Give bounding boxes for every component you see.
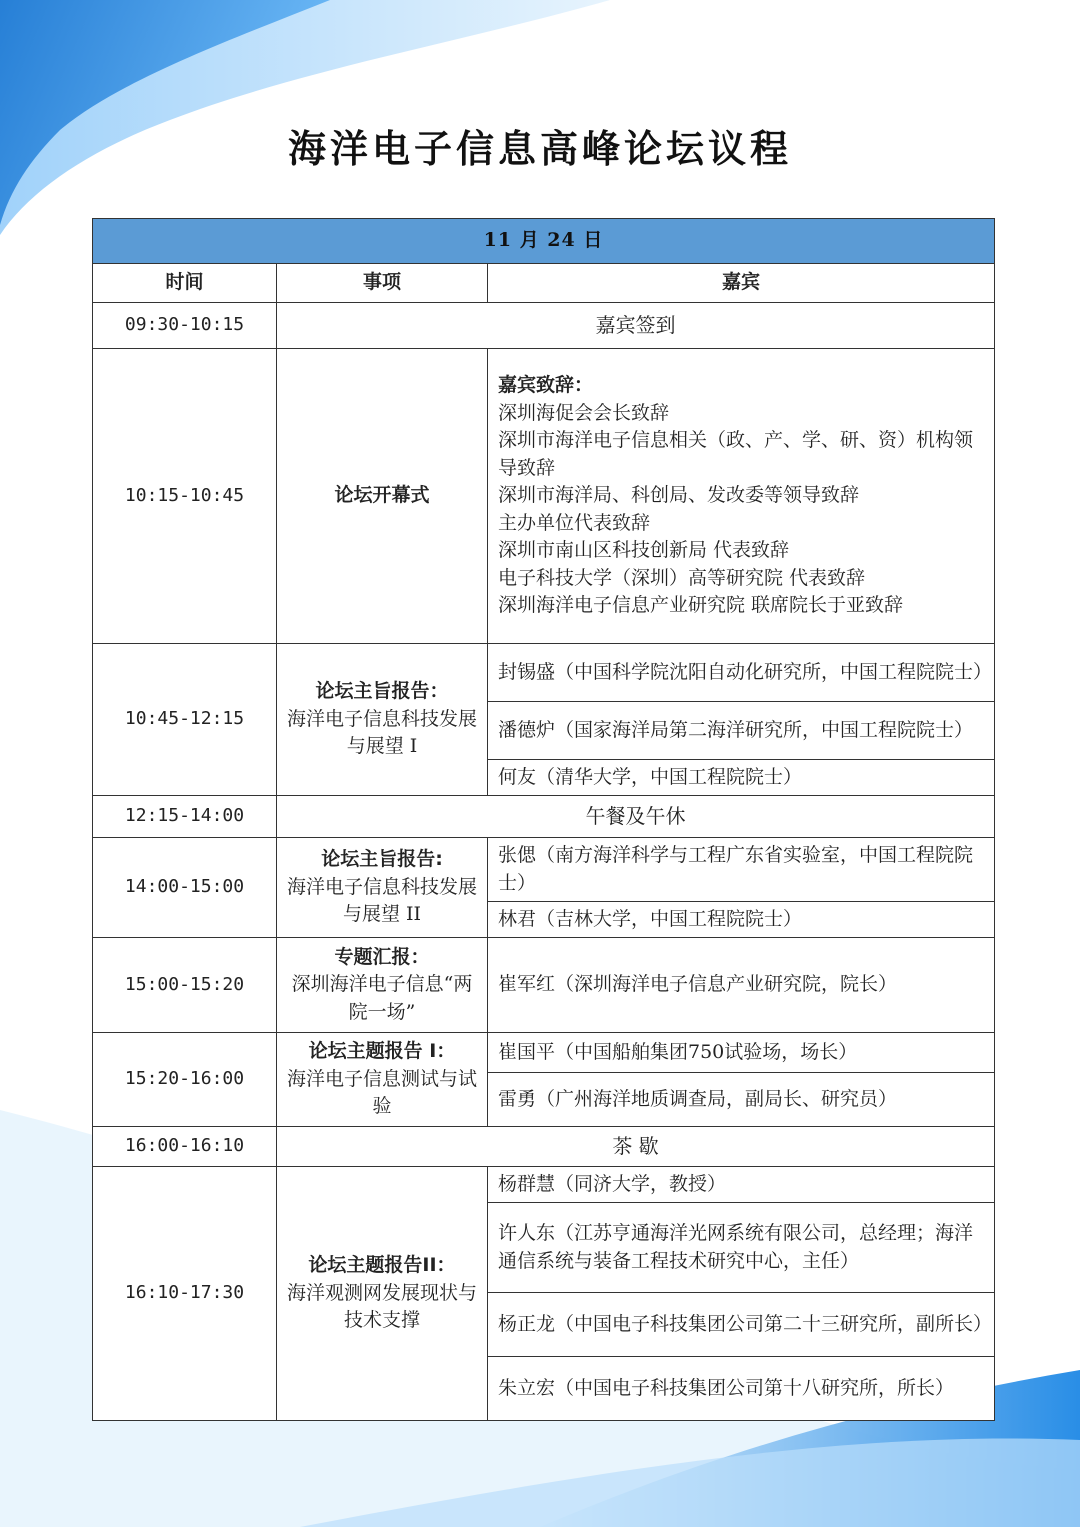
item-title: 论坛主题报告 I： xyxy=(308,1040,456,1063)
guest-cell: 张偲（南方海洋科学与工程广东省实验室，中国工程院院士） xyxy=(488,838,995,902)
column-header-item: 事项 xyxy=(277,264,488,303)
guest-cell: 崔军红（深圳海洋电子信息产业研究院，院长） xyxy=(488,938,995,1033)
item-cell xyxy=(277,838,488,938)
column-header-time: 时间 xyxy=(93,264,277,303)
guest-line: 深圳海洋电子信息产业研究院 联席院长于亚致辞 xyxy=(498,594,904,617)
item-title: 论坛主题报告II： xyxy=(308,1254,456,1277)
guest-line: 主办单位代表致辞 xyxy=(498,511,651,534)
item-cell xyxy=(277,644,488,796)
guest-lead: 嘉宾致辞： xyxy=(498,374,594,397)
guest-line: 深圳市南山区科技创新局 代表致辞 xyxy=(498,539,790,562)
time-cell: 10:15-10:45 xyxy=(93,349,277,644)
guest-line: 深圳海促会会长致辞 xyxy=(498,401,670,424)
table-row xyxy=(93,838,995,902)
item-title: 专题汇报： xyxy=(334,945,430,968)
item-subtitle: 海洋电子信息测试与试验 xyxy=(287,1067,478,1118)
guest-cell: 潘德炉（国家海洋局第二海洋研究所，中国工程院院士） xyxy=(488,702,995,760)
event-cell: 茶 歇 xyxy=(277,1127,995,1167)
item-subtitle: 海洋电子信息科技发展与展望 II xyxy=(287,875,478,926)
item-subtitle: 海洋观测网发展现状与技术支撑 xyxy=(287,1281,478,1332)
guest-cell: 杨正龙（中国电子科技集团公司第二十三研究所，副所长） xyxy=(488,1293,995,1357)
time-cell: 16:00-16:10 xyxy=(93,1127,277,1167)
time-cell: 15:00-15:20 xyxy=(93,938,277,1033)
guest-cell: 何友（清华大学，中国工程院院士） xyxy=(488,760,995,796)
column-header-guest: 嘉宾 xyxy=(488,264,995,303)
guest-cell: 许人东（江苏亨通海洋光网系统有限公司，总经理；海洋通信系统与装备工程技术研究中心，主任） xyxy=(488,1203,995,1293)
date-row xyxy=(93,219,995,264)
guest-cell: 雷勇（广州海洋地质调查局，副局长、研究员） xyxy=(488,1073,995,1127)
date-header: 11 月 24 日 xyxy=(93,219,995,264)
item-title: 论坛主旨报告： xyxy=(315,680,449,703)
guest-cell: 朱立宏（中国电子科技集团公司第十八研究所，所长） xyxy=(488,1357,995,1421)
guest-line: 电子科技大学（深圳）高等研究院 代表致辞 xyxy=(498,566,866,589)
time-cell: 09:30-10:15 xyxy=(93,303,277,349)
item-subtitle: 深圳海洋电子信息“两院一场” xyxy=(291,973,473,1023)
column-header-row xyxy=(93,264,995,303)
page-title: 海洋电子信息高峰论坛议程 xyxy=(287,127,792,171)
guest-cell: 林君（吉林大学，中国工程院院士） xyxy=(488,902,995,938)
time-cell: 12:15-14:00 xyxy=(93,796,277,838)
item-cell xyxy=(277,938,488,1033)
agenda-table xyxy=(92,218,995,1421)
item-title: 论坛开幕式 xyxy=(334,484,430,507)
guest-cell: 杨群慧（同济大学，教授） xyxy=(488,1167,995,1203)
time-cell: 15:20-16:00 xyxy=(93,1033,277,1127)
guest-cell: 封锡盛（中国科学院沈阳自动化研究所，中国工程院院士） xyxy=(488,644,995,702)
guest-cell xyxy=(488,349,995,644)
time-cell: 14:00-15:00 xyxy=(93,838,277,938)
item-cell xyxy=(277,1033,488,1127)
table-row xyxy=(93,1033,995,1073)
guest-line: 深圳市海洋电子信息相关（政、产、学、研、资）机构领导致辞 xyxy=(498,429,974,479)
table-row xyxy=(93,938,995,1033)
item-cell xyxy=(277,1167,488,1421)
table-row xyxy=(93,1167,995,1203)
table-row xyxy=(93,303,995,349)
event-cell: 午餐及午休 xyxy=(277,796,995,838)
event-cell: 嘉宾签到 xyxy=(277,303,995,349)
table-row xyxy=(93,644,995,702)
item-cell xyxy=(277,349,488,644)
guest-cell: 崔国平（中国船舶集团750试验场，场长） xyxy=(488,1033,995,1073)
item-subtitle: 海洋电子信息科技发展与展望 I xyxy=(287,707,478,758)
table-row xyxy=(93,1127,995,1167)
item-title: 论坛主旨报告: xyxy=(321,848,443,871)
table-row xyxy=(93,796,995,838)
time-cell: 16:10-17:30 xyxy=(93,1167,277,1421)
table-row xyxy=(93,349,995,644)
time-cell: 10:45-12:15 xyxy=(93,644,277,796)
guest-line: 深圳市海洋局、科创局、发改委等领导致辞 xyxy=(498,484,860,507)
